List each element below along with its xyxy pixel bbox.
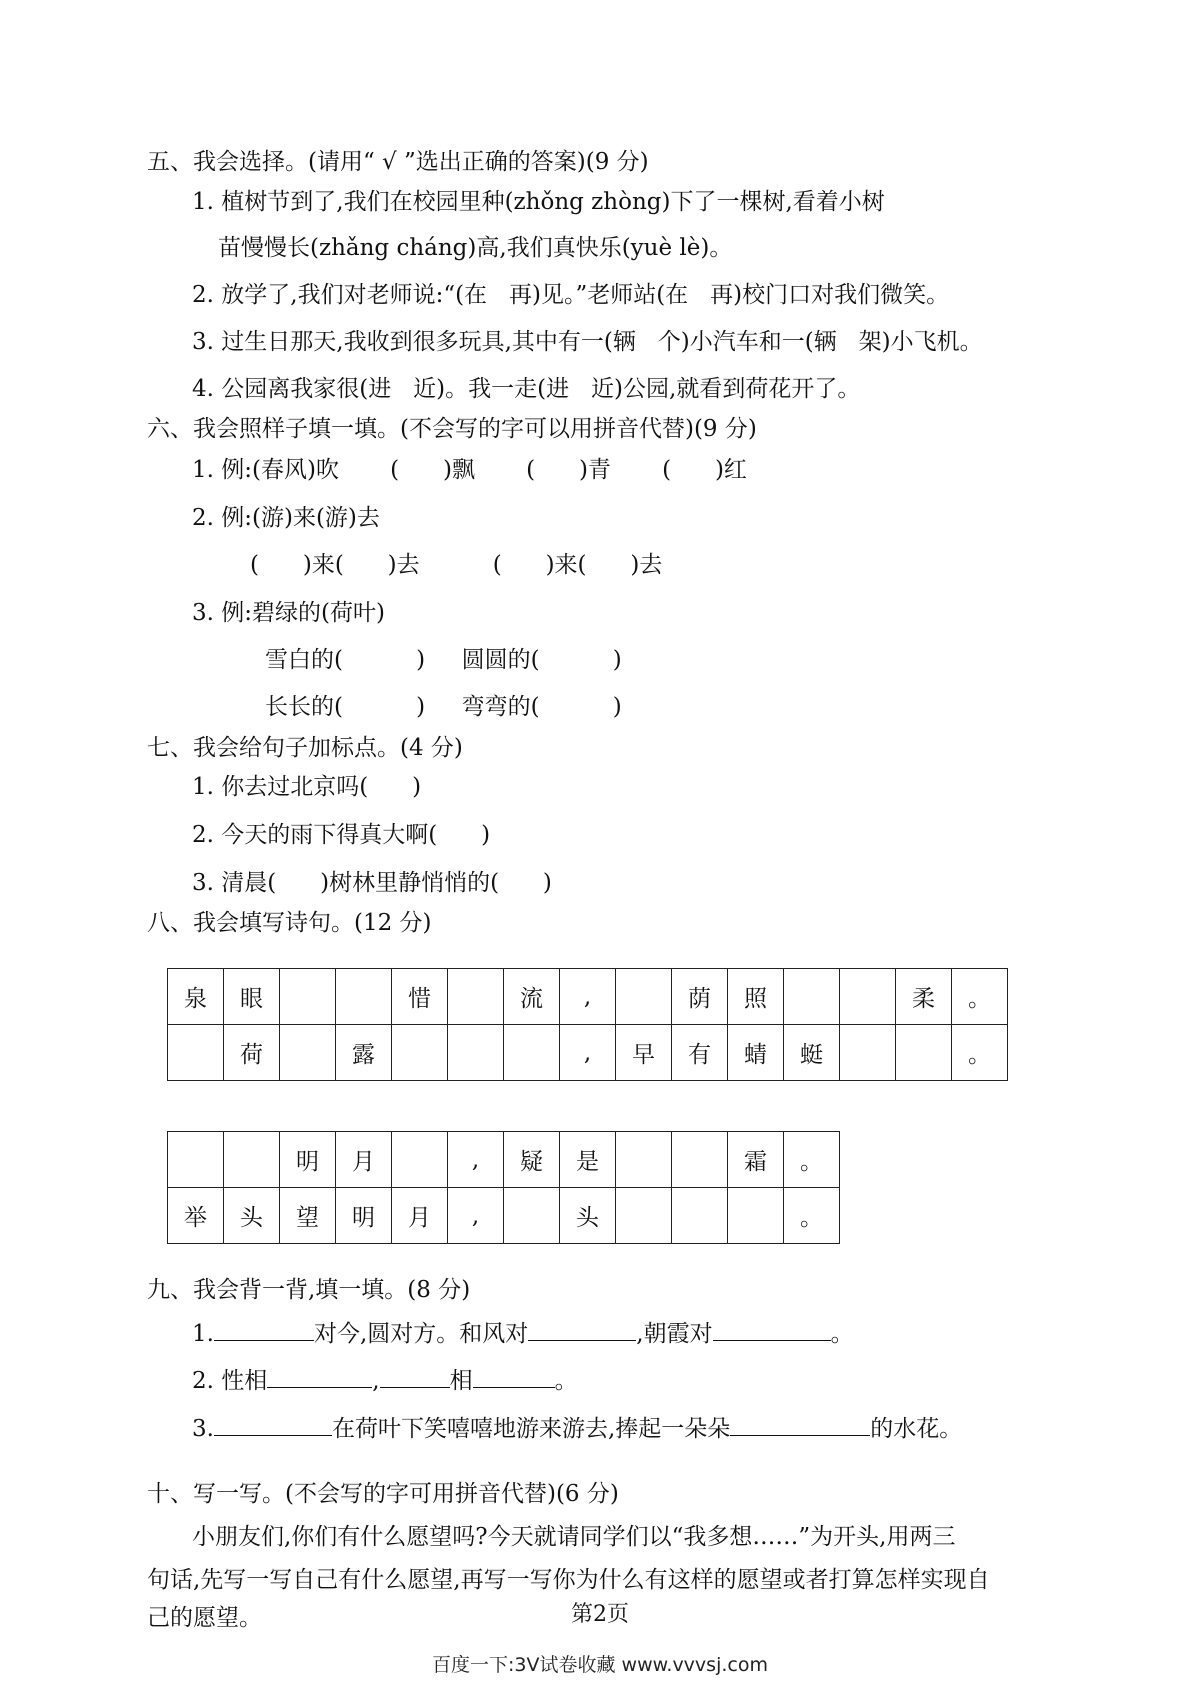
grid-cell-empty[interactable] — [448, 969, 504, 1025]
s5-question-4: 4. 公园离我家很(进 近)。我一走(进 近)公园,就看到荷花开了。 — [192, 376, 861, 402]
answer-blank[interactable] — [214, 1316, 314, 1341]
grid-cell: 眼 — [224, 969, 280, 1025]
grid-cell-empty[interactable] — [840, 1025, 896, 1081]
grid-cell: 露 — [336, 1025, 392, 1081]
s10-paragraph-line-3: 己的愿望。 — [147, 1605, 262, 1631]
s10-paragraph-line-2: 句话,先写一写自己有什么愿望,再写一写你为什么有这样的愿望或者打算怎样实现自 — [147, 1567, 990, 1593]
section-10-title: 十、写一写。(不会写的字可用拼音代替)(6 分) — [147, 1481, 619, 1507]
grid-cell-empty[interactable] — [728, 1188, 784, 1244]
grid-cell-empty[interactable] — [392, 1025, 448, 1081]
answer-blank[interactable] — [267, 1363, 372, 1388]
grid-row — [168, 1188, 840, 1244]
s6-question-2-blanks: ( )来( )去 ( )来( )去 — [250, 552, 663, 578]
answer-blank[interactable] — [214, 1411, 332, 1436]
section-7-title: 七、我会给句子加标点。(4 分) — [147, 735, 463, 761]
grid-cell: 月 — [336, 1132, 392, 1188]
grid-cell: 照 — [728, 969, 784, 1025]
grid-cell: 蜓 — [784, 1025, 840, 1081]
s7-question-3: 3. 清晨( )树林里静悄悄的( ) — [192, 870, 552, 896]
grid-cell: 。 — [952, 969, 1008, 1025]
grid-row — [168, 1132, 840, 1188]
page-number: 第2页 — [571, 1602, 629, 1627]
grid-cell: 流 — [504, 969, 560, 1025]
grid-cell-empty[interactable] — [672, 1132, 728, 1188]
s5-question-2: 2. 放学了,我们对老师说:“(在 再)见。”老师站(在 再)校门口对我们微笑。 — [192, 282, 950, 308]
grid-cell: 。 — [784, 1132, 840, 1188]
answer-blank[interactable] — [528, 1316, 636, 1341]
s9-question-3: 3. 在荷叶下笑嘻嘻地游来游去,捧起一朵朵 的水花。 — [192, 1411, 962, 1444]
grid-cell-empty[interactable] — [336, 969, 392, 1025]
grid-cell-empty[interactable] — [616, 969, 672, 1025]
grid-cell: 柔 — [896, 969, 952, 1025]
s5-question-1b: 苗慢慢长(zhǎng cháng)高,我们真快乐(yuè lè)。 — [218, 235, 733, 261]
grid-cell: 举 — [168, 1188, 224, 1244]
grid-cell: 。 — [952, 1025, 1008, 1081]
grid-cell: , — [560, 1025, 616, 1081]
section-5-title: 五、我会选择。(请用“ √ ”选出正确的答案)(9 分) — [147, 149, 649, 175]
grid-cell: 荫 — [672, 969, 728, 1025]
answer-blank[interactable] — [380, 1363, 450, 1388]
grid-cell-empty[interactable] — [224, 1132, 280, 1188]
footer-watermark: 百度一下:3V试卷收藏 www.vvvsj.com — [432, 1654, 768, 1676]
grid-cell: 月 — [392, 1188, 448, 1244]
grid-cell: 泉 — [168, 969, 224, 1025]
grid-cell: 明 — [280, 1132, 336, 1188]
s6-question-3-line-b: 长长的( ) 弯弯的( ) — [265, 694, 622, 720]
grid-cell-empty[interactable] — [504, 1188, 560, 1244]
grid-cell: , — [560, 969, 616, 1025]
grid-cell: , — [448, 1132, 504, 1188]
grid-cell: 明 — [336, 1188, 392, 1244]
grid-cell-empty[interactable] — [616, 1132, 672, 1188]
s7-question-1: 1. 你去过北京吗( ) — [192, 774, 422, 800]
grid-cell-empty[interactable] — [616, 1188, 672, 1244]
poem-grid-1 — [167, 968, 1008, 1081]
grid-cell-empty[interactable] — [280, 1025, 336, 1081]
grid-cell: 头 — [560, 1188, 616, 1244]
grid-cell-empty[interactable] — [168, 1025, 224, 1081]
s6-question-2: 2. 例:(游)来(游)去 — [192, 505, 380, 531]
s10-paragraph-line-1: 小朋友们,你们有什么愿望吗?今天就请同学们以“我多想……”为开头,用两三 — [192, 1524, 956, 1550]
grid-cell: 疑 — [504, 1132, 560, 1188]
grid-cell-empty[interactable] — [840, 969, 896, 1025]
s9-question-2: 2. 性相 , 相 。 — [192, 1363, 578, 1396]
section-6-title: 六、我会照样子填一填。(不会写的字可以用拼音代替)(9 分) — [147, 416, 757, 442]
poem-grid-2 — [167, 1131, 840, 1244]
grid-cell-empty[interactable] — [896, 1025, 952, 1081]
grid-cell: 惜 — [392, 969, 448, 1025]
grid-row — [168, 1025, 1008, 1081]
s6-question-3: 3. 例:碧绿的(荷叶) — [192, 600, 385, 626]
grid-cell: 是 — [560, 1132, 616, 1188]
answer-blank[interactable] — [473, 1363, 555, 1388]
s9-question-1: 1. 对今,圆对方。和风对 ,朝霞对 。 — [192, 1316, 854, 1349]
grid-cell: 有 — [672, 1025, 728, 1081]
s6-question-3-line-a: 雪白的( ) 圆圆的( ) — [265, 647, 622, 673]
grid-cell: 头 — [224, 1188, 280, 1244]
grid-cell-empty[interactable] — [448, 1025, 504, 1081]
grid-cell: 。 — [784, 1188, 840, 1244]
grid-cell-empty[interactable] — [280, 969, 336, 1025]
section-8-title: 八、我会填写诗句。(12 分) — [147, 910, 432, 936]
answer-blank[interactable] — [730, 1411, 870, 1436]
grid-cell: 蜻 — [728, 1025, 784, 1081]
answer-blank[interactable] — [713, 1316, 831, 1341]
grid-cell: 望 — [280, 1188, 336, 1244]
s7-question-2: 2. 今天的雨下得真大啊( ) — [192, 822, 491, 848]
grid-cell: , — [448, 1188, 504, 1244]
grid-cell-empty[interactable] — [168, 1132, 224, 1188]
grid-cell: 霜 — [728, 1132, 784, 1188]
grid-row — [168, 969, 1008, 1025]
s6-question-1: 1. 例:(春风)吹 ( )飘 ( )青 ( )红 — [192, 457, 747, 483]
grid-cell-empty[interactable] — [784, 969, 840, 1025]
grid-cell-empty[interactable] — [392, 1132, 448, 1188]
grid-cell-empty[interactable] — [672, 1188, 728, 1244]
s5-question-3: 3. 过生日那天,我收到很多玩具,其中有一(辆 个)小汽车和一(辆 架)小飞机。 — [192, 329, 983, 355]
grid-cell-empty[interactable] — [504, 1025, 560, 1081]
grid-cell: 荷 — [224, 1025, 280, 1081]
grid-cell: 早 — [616, 1025, 672, 1081]
section-9-title: 九、我会背一背,填一填。(8 分) — [147, 1277, 471, 1303]
s5-question-1a: 1. 植树节到了,我们在校园里种(zhǒng zhòng)下了一棵树,看着小树 — [192, 189, 885, 215]
